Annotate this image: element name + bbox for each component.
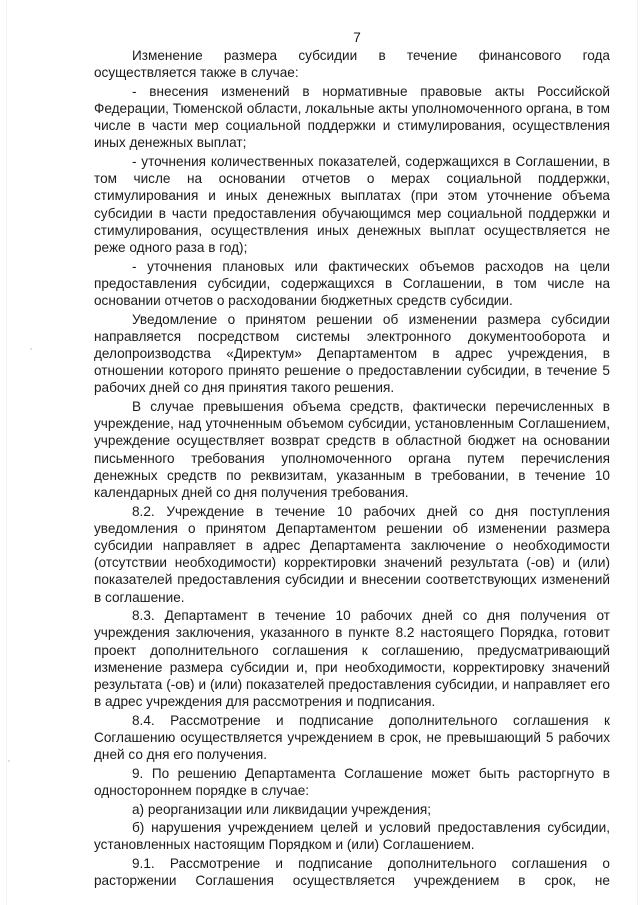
scan-edge-right — [637, 0, 638, 905]
paragraph-9: 9. По решению Департамента Соглашение может быть расторгнуто в одностороннем порядке в случае: — [94, 765, 610, 799]
scan-edge-left — [6, 0, 7, 905]
paragraph-subsidy-change-intro: Изменение размера субсидии в течение финансового года осуществляется также в случае: — [94, 48, 610, 81]
scan-speck — [8, 760, 10, 762]
paragraph-9-b: б) нарушения учреждением целей и условий предоставления субсидии, установленных настоящим Порядком и (или) Соглашением. — [94, 820, 610, 853]
paragraph-planned-expenses: - уточнения плановых или фактических объемов расходов на цели предоставления субсидии, содержащихся в Соглашении, в том числе на основании отчетов о расходовании бюджетных средств субсидии. — [94, 258, 610, 309]
paragraph-9-a: а) реорганизации или ликвидации учреждения; — [132, 801, 432, 817]
document-page — [94, 30, 610, 891]
page-number: 7 — [353, 30, 361, 45]
paragraph-8-3: 8.3. Департамент в течение 10 рабочих дней со дня получения от учреждения заключения, указанного в пункте 8.2 настоящего Порядка, готовит проект дополнительного соглашения к соглашению, предусматривающий изменение размера субсидии и, при необходимости, корректировку значений результата (-ов) и (или) показателей предоставления субсидии, и направляет его в адрес учреждения для рассмотрения и подписания. — [94, 608, 610, 710]
paragraph-notification: Уведомление о принятом решении об изменении размера субсидии направляется посредством системы электронного документооборота и делопроизводства «Директум» Департаментом в адрес учреждения, в отношении которого принято решение о предоставлении субсидии, в течение 5 рабочих дней со дня принятия такого решения. — [94, 311, 610, 396]
paragraph-excess-refund: В случае превышения объема средств, фактически перечисленных в учреждение, над уточненным объемом субсидии, установленным Соглашением, учреждение осуществляет возврат средств в областной бюджет на основании письменного требования уполномоченного органа путем перечисления денежных средств по реквизитам, указанным в требовании, в течение 10 календарных дней со дня получения требования. — [94, 399, 610, 501]
paragraph-9-1: 9.1. Рассмотрение и подписание дополнительного соглашения о расторжении Соглашения осуществляется учреждением в срок, не — [94, 856, 610, 889]
paragraph-8-4: 8.4. Рассмотрение и подписание дополнительного соглашения к Соглашению осуществляется учреждением в срок, не превышающий 5 рабочих дней со дня его получения. — [94, 712, 610, 763]
paragraph-legal-acts-change: - внесения изменений в нормативные правовые акты Российской Федерации, Тюменской области, локальные акты уполномоченного органа, в том числе в части мер социальной поддержки и стимулирования, осуществления иных денежных выплат; — [94, 83, 610, 151]
paragraph-quantitative-indicators: - уточнения количественных показателей, содержащихся в Соглашении, в том числе на основании отчетов о мерах социальной поддержки, стимулирования и иных денежных выплатах (при этом уточнение объема субсидии в части предоставления обучающимся мер социальной поддержки и стимулирования, осуществления иных денежных выплат осуществляется не реже одного раза в год); — [94, 154, 610, 256]
paragraph-8-2: 8.2. Учреждение в течение 10 рабочих дней со дня поступления уведомления о принятом Департаментом решении об изменении размера субсидии направляет в адрес Департамента заключение о необходимости (отсутствии необходимости) корректировки значений результата (-ов) и (или) показателей предоставления субсидии и внесении соответствующих изменений в соглашение. — [94, 503, 610, 605]
scan-speck — [30, 348, 32, 350]
